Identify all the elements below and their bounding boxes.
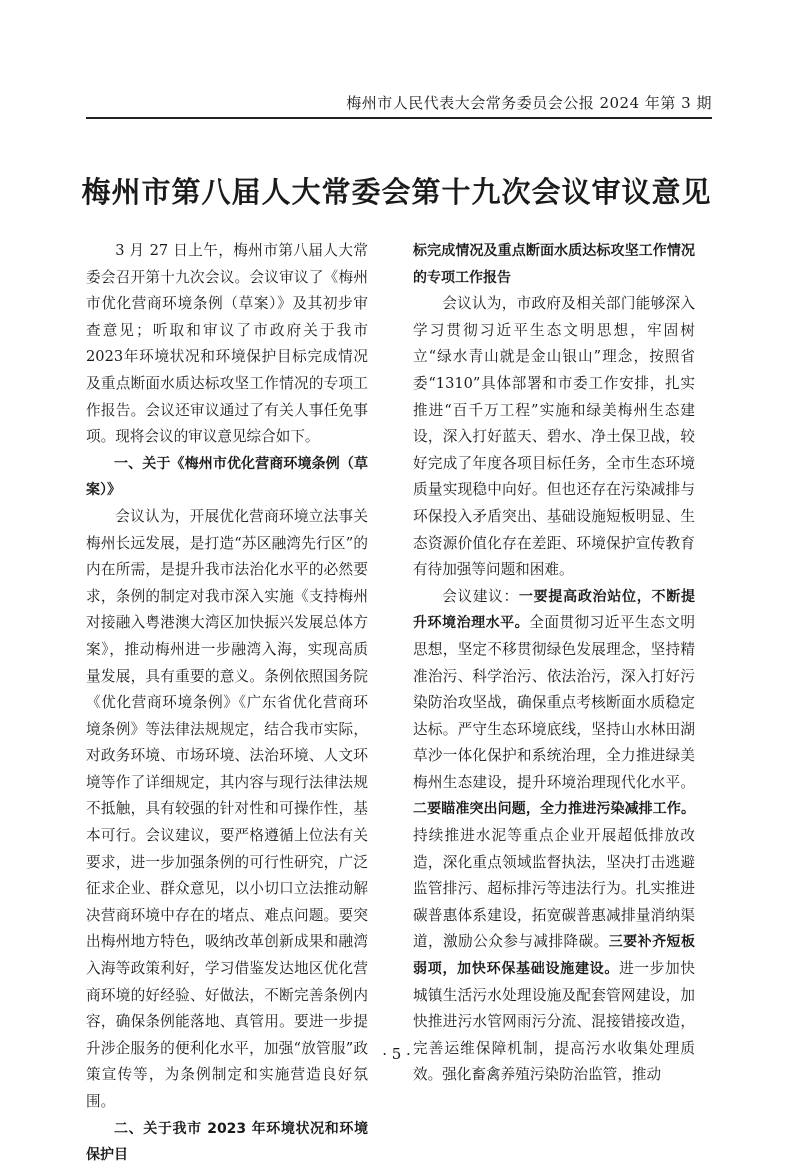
section-heading-2-continued: 标完成情况及重点断面水质达标攻坚工作情况的专项工作报告 <box>413 243 695 286</box>
section-2-paragraph-1: 会议认为，市政府及相关部门能够深入学习贯彻习近平生态文明思想，牢固树立“绿水青山就是金山银山”理念，按照省委“1310”具体部署和市委工作安排，扎实推进“百千万工程”实施和绿美梅州生态建设，深入打好蓝天、碧水、净土保卫战，较好完成了年度各项目标任务，全市生态环境质量实现稳中向好。但也还存在污染减排与环保投入矛盾突出、基础设施短板明显、生态资源价值化存在差距、环境保护宣传教育有待加强等问题和困难。 <box>413 295 695 579</box>
suggestion-3-heading: 三要补齐短板弱项，加快环保基础设施建设。 <box>413 934 695 978</box>
left-column <box>86 238 368 1169</box>
section-2-paragraph-2 <box>413 584 695 1089</box>
header-divider <box>86 117 712 119</box>
right-column <box>413 238 695 1089</box>
page-title: 梅州市第八届人大常委会第十九次会议审议意见 <box>81 175 712 209</box>
journal-header: 梅州市人民代表大会常务委员会公报 2024 年第 3 期 <box>346 94 712 112</box>
page-number: · 5 · <box>382 1045 411 1063</box>
suggestion-3-text: 进一步加快城镇生活污水处理设施及配套管网建设，加快推进污水管网雨污分流、混接错接改造，完善运维保障机制，提高污水收集处理质效。强化畜禽养殖污染防治监管，推动 <box>413 960 695 1084</box>
suggestion-2-heading: 二要瞄准突出问题，全力推进污染减排工作。 <box>413 801 695 818</box>
section-heading-1: 一、关于《梅州市优化营商环境条例（草案）》 <box>86 455 368 499</box>
section-1-paragraph: 会议认为，开展优化营商环境立法事关梅州长远发展，是打造“苏区融湾先行区”的内在所需，是提升我市法治化水平的必然要求，条例的制定对我市深入实施《支持梅州对接融入粤港澳大湾区加快振兴发展总体方案》，推动梅州进一步融湾入海，实现高质量发展，具有重要的意义。条例依照国务院《优化营商环境条例》《广东省优化营商环境条例》等法律法规规定，结合我市实际，对政务环境、市场环境、法治环境、人文环境等作了详细规定，其内容与现行法律法规不抵触，具有较强的针对性和可操作性，基本可行。会议建议，要严格遵循上位法有关要求，进一步加强条例的可行性研究，广泛征求企业、群众意见，以小切口立法推动解决营商环境中存在的堵点、难点问题。要突出梅州地方特色，吸纳改革创新成果和融湾入海等政策利好，学习借鉴发达地区优化营商环境的好经验、好做法，不断完善条例内容，确保条例能落地、真管用。要进一步提升涉企服务的便利化水平，加强“放管服”政策宣传等，为条例制定和实施营造良好氛围。 <box>86 507 368 1110</box>
section-heading-2: 二、关于我市 2023 年环境状况和环境保护目 <box>86 1120 368 1164</box>
intro-paragraph: 3 月 27 日上午，梅州市第八届人大常委会召开第十九次会议。会议审议了《梅州市优化营商环境条例（草案）》及其初步审查意见；听取和审议了市政府关于我市2023年环境状况和环境保护目标完成情况及重点断面水质达标攻坚工作情况的专项工作报告。会议还审议通过了有关人事任免事项。现将会议的审议意见综合如下。 <box>86 242 368 446</box>
suggestion-1-heading: 一要提高政治站位，不断提升环境治理水平。 <box>413 588 695 632</box>
suggestion-lead: 会议建议： <box>442 587 519 605</box>
suggestion-2-text: 持续推进水泥等重点企业开展超低排放改造，深化重点领域监督执法，坚决打击逃避监管排污、超标排污等违法行为。扎实推进碳普惠体系建设，拓宽碳普惠减排量消纳渠道，激励公众参与减排降碳。 <box>413 827 695 951</box>
suggestion-1-text: 全面贯彻习近平生态文明思想，坚定不移贯彻绿色发展理念，坚持精准治污、科学治污、依法治污，深入打好污染防治攻坚战，确保重点考核断面水质稳定达标。严守生态环境底线，坚持山水林田湖草沙一体化保护和系统治理，全力推进绿美梅州生态建设，提升环境治理现代化水平。 <box>413 614 695 791</box>
